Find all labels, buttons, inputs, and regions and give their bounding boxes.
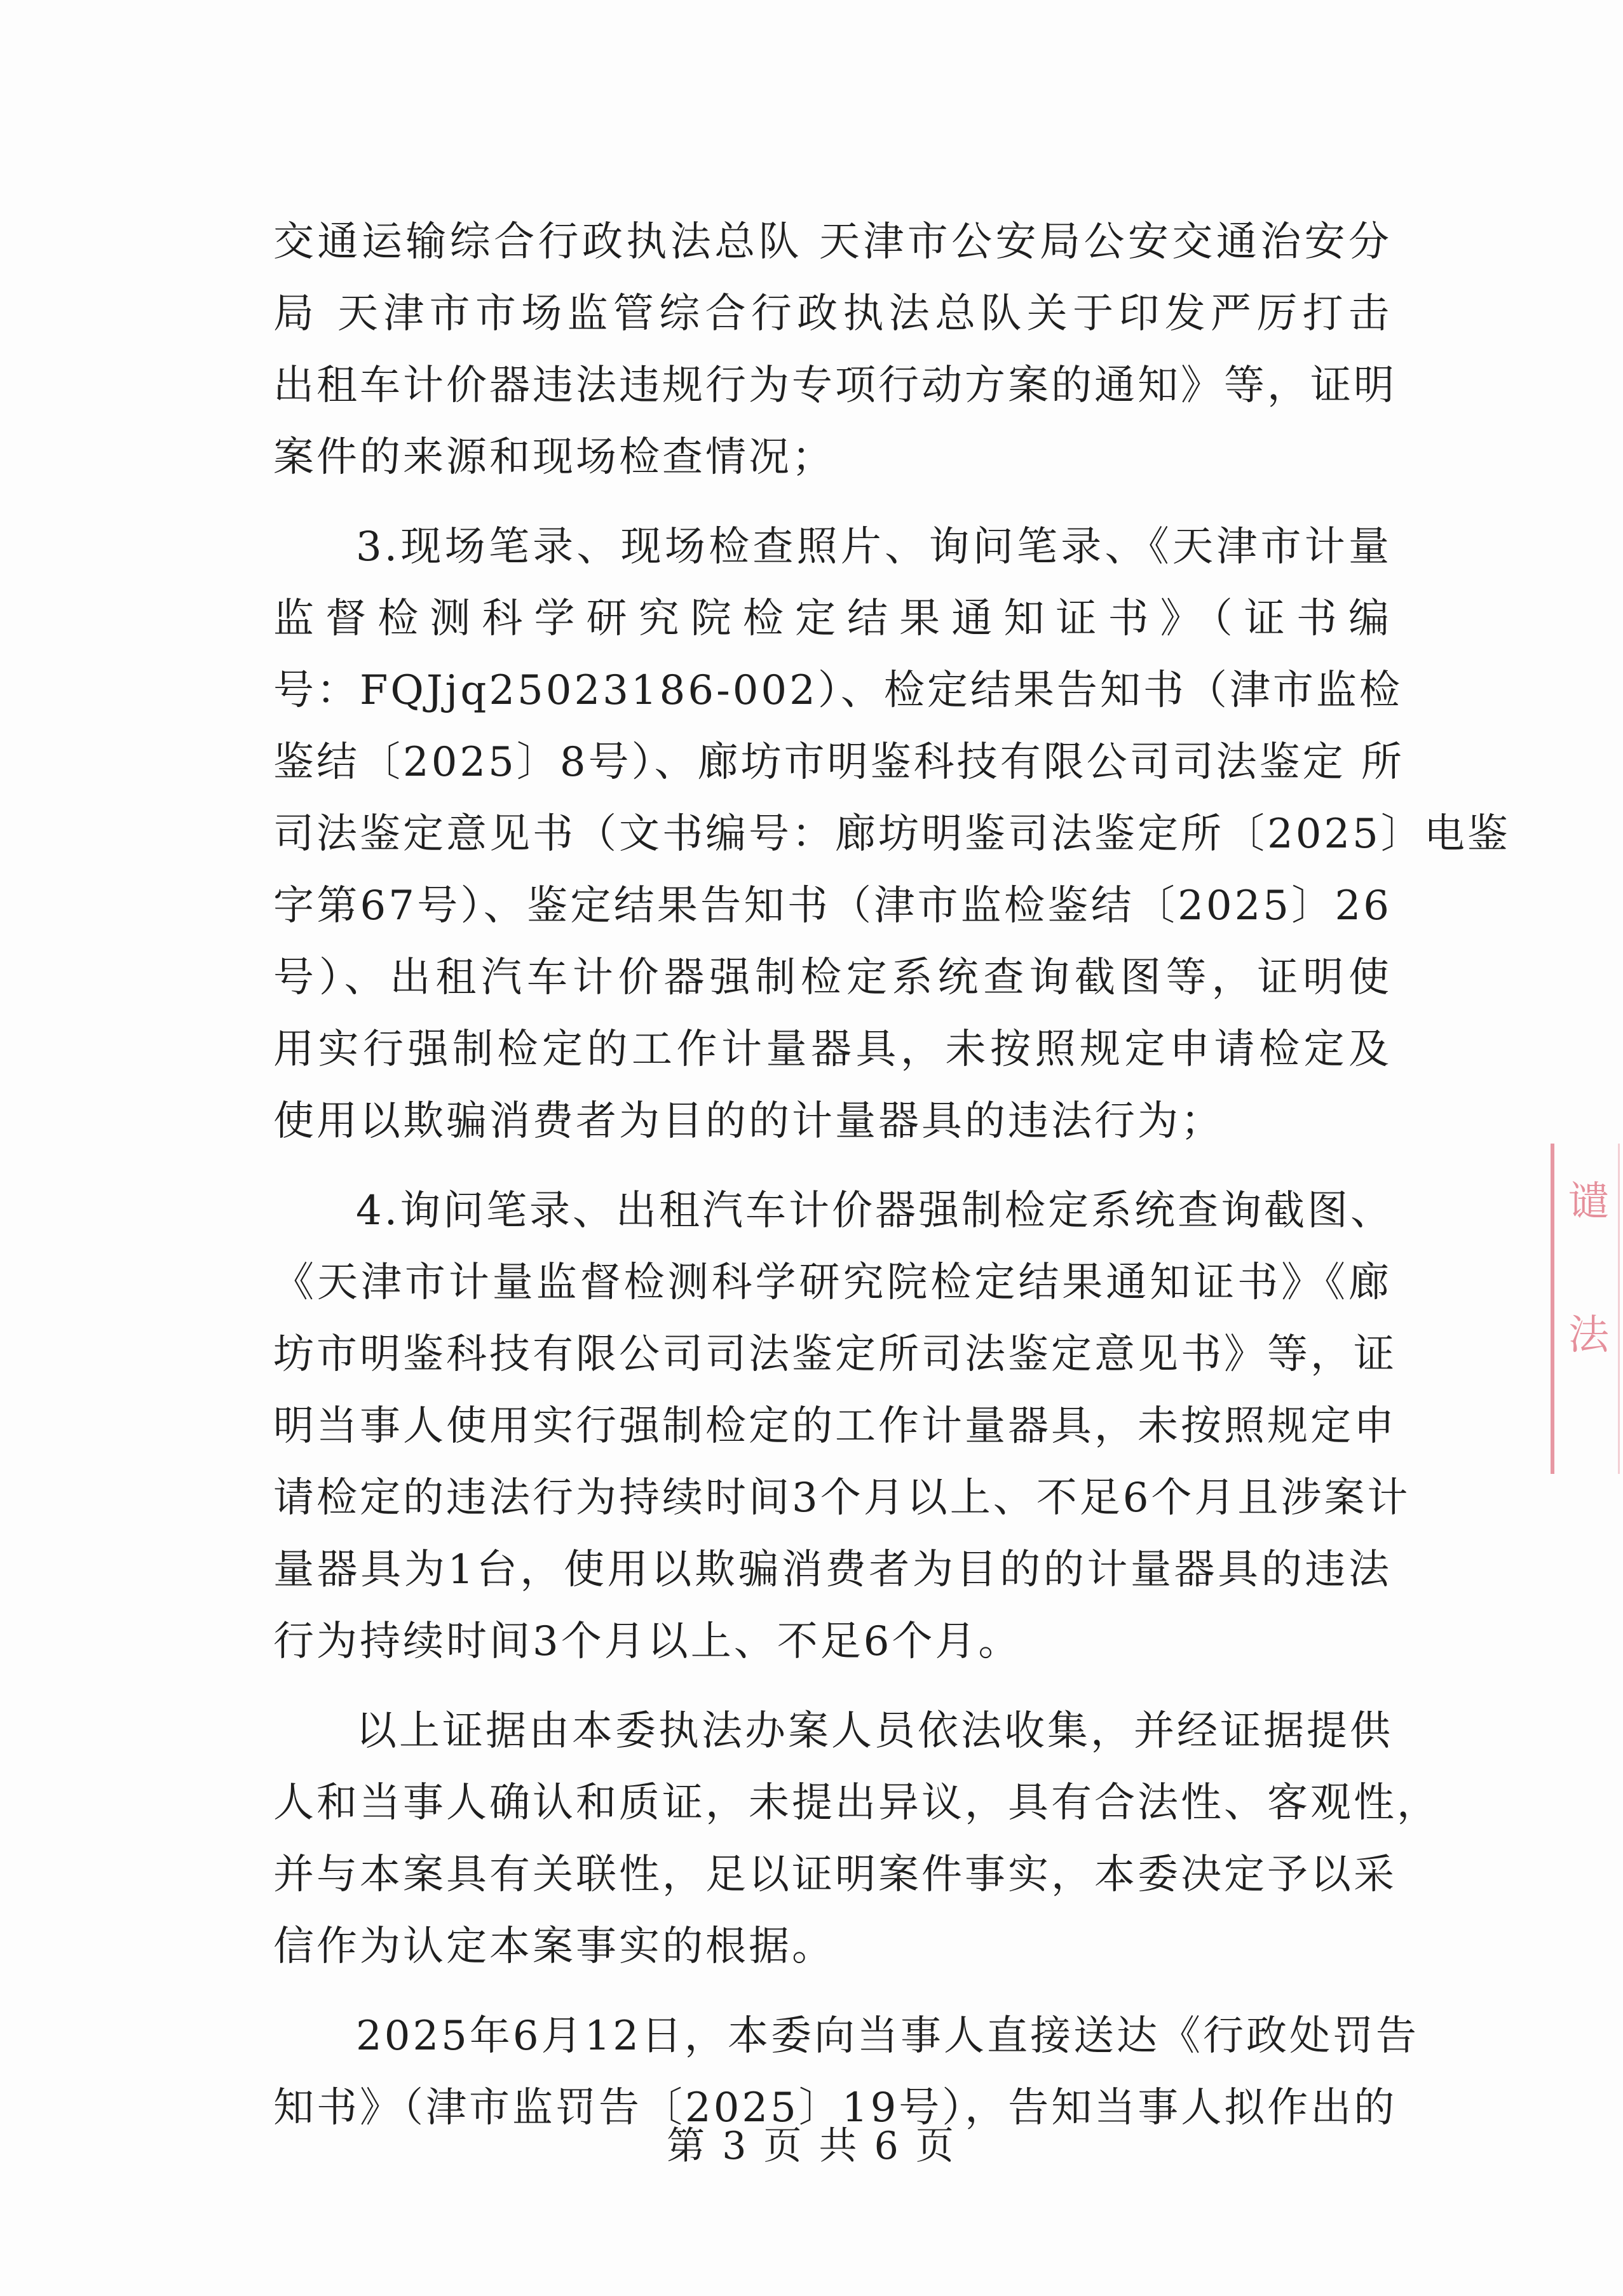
body-text [273, 206, 1511, 2144]
text-line: 信作为认定本案事实的根据。 [273, 1923, 835, 1970]
text-line: 明当事人使用实行强制检定的工作计量器具，未按照规定申 [273, 1403, 1397, 1450]
seal-text: 谴 [1568, 1178, 1609, 1226]
text-line: 交通运输综合行政执法总队 天津市公安局公安交通治安分 [273, 219, 1392, 266]
paragraph [273, 511, 1511, 1158]
text-line: 2025年6月12日，本委向当事人直接送达《行政处罚告 [356, 2013, 1420, 2060]
text-line: 人和当事人确认和质证，未提出异议，具有合法性、客观性， [273, 1779, 1440, 1827]
text-line: 4.询问笔录、出租汽车计价器强制检定系统查询截图、 [356, 1187, 1394, 1234]
text-line: 知书》（津市监罚告〔2025〕19号），告知当事人拟作出的 [273, 2084, 1397, 2131]
text-line: 用实行强制检定的工作计量器具，未按照规定申请检定及 [273, 1026, 1392, 1073]
text-line: 坊市明鉴科技有限公司司法鉴定所司法鉴定意见书》等，证 [273, 1331, 1397, 1378]
paragraph [273, 1175, 1411, 1678]
official-seal-fragment [1551, 1144, 1620, 1474]
paragraph [273, 1696, 1440, 1983]
seal-text: 法 [1568, 1312, 1609, 1359]
text-line: 3.现场笔录、现场检查照片、询问笔录、《天津市计量 [356, 523, 1392, 571]
text-line: 行为持续时间3个月以上、不足6个月。 [273, 1618, 1022, 1665]
text-line: 局 天津市市场监管综合行政执法总队关于印发严厉打击 [273, 290, 1392, 337]
text-line: 使用以欺骗消费者为目的的计量器具的违法行为； [273, 1098, 1224, 1145]
text-line: 号）、出租汽车计价器强制检定系统查询截图等，证明使 [273, 954, 1392, 1001]
text-line: 字第67号）、鉴定结果告知书（津市监检鉴结〔2025〕26 [273, 882, 1392, 929]
page-number-footer: 第 3 页 共 6 页 [667, 2124, 956, 2168]
text-line: 量器具为1台，使用以欺骗消费者为目的的计量器具的违法 [273, 1546, 1392, 1593]
text-line: 鉴结〔2025〕8号）、廊坊市明鉴科技有限公司司法鉴定 所 [273, 739, 1404, 786]
text-line: 出租车计价器违法违规行为专项行动方案的通知》等，证明 [273, 362, 1397, 409]
text-line: 司法鉴定意见书（文书编号：廊坊明鉴司法鉴定所〔2025〕电鉴 [273, 811, 1511, 858]
text-line: 以上证据由本委执法办案人员依法收集，并经证据提供 [356, 1708, 1393, 1755]
text-line: 号：FQJjq25023186-002）、检定结果告知书（津市监检 [273, 667, 1402, 714]
paragraph [273, 206, 1397, 494]
text-line: 《天津市计量监督检测科学研究院检定结果通知证书》《廊 [273, 1259, 1392, 1306]
text-line: 请检定的违法行为持续时间3个月以上、不足6个月且涉案计 [273, 1475, 1411, 1522]
text-line: 并与本案具有关联性，足以证明案件事实，本委决定予以采 [273, 1851, 1397, 1898]
text-line: 监督检测科学研究院检定结果通知证书》（证书编 [273, 595, 1392, 642]
text-line: 案件的来源和现场检查情况； [273, 434, 835, 481]
